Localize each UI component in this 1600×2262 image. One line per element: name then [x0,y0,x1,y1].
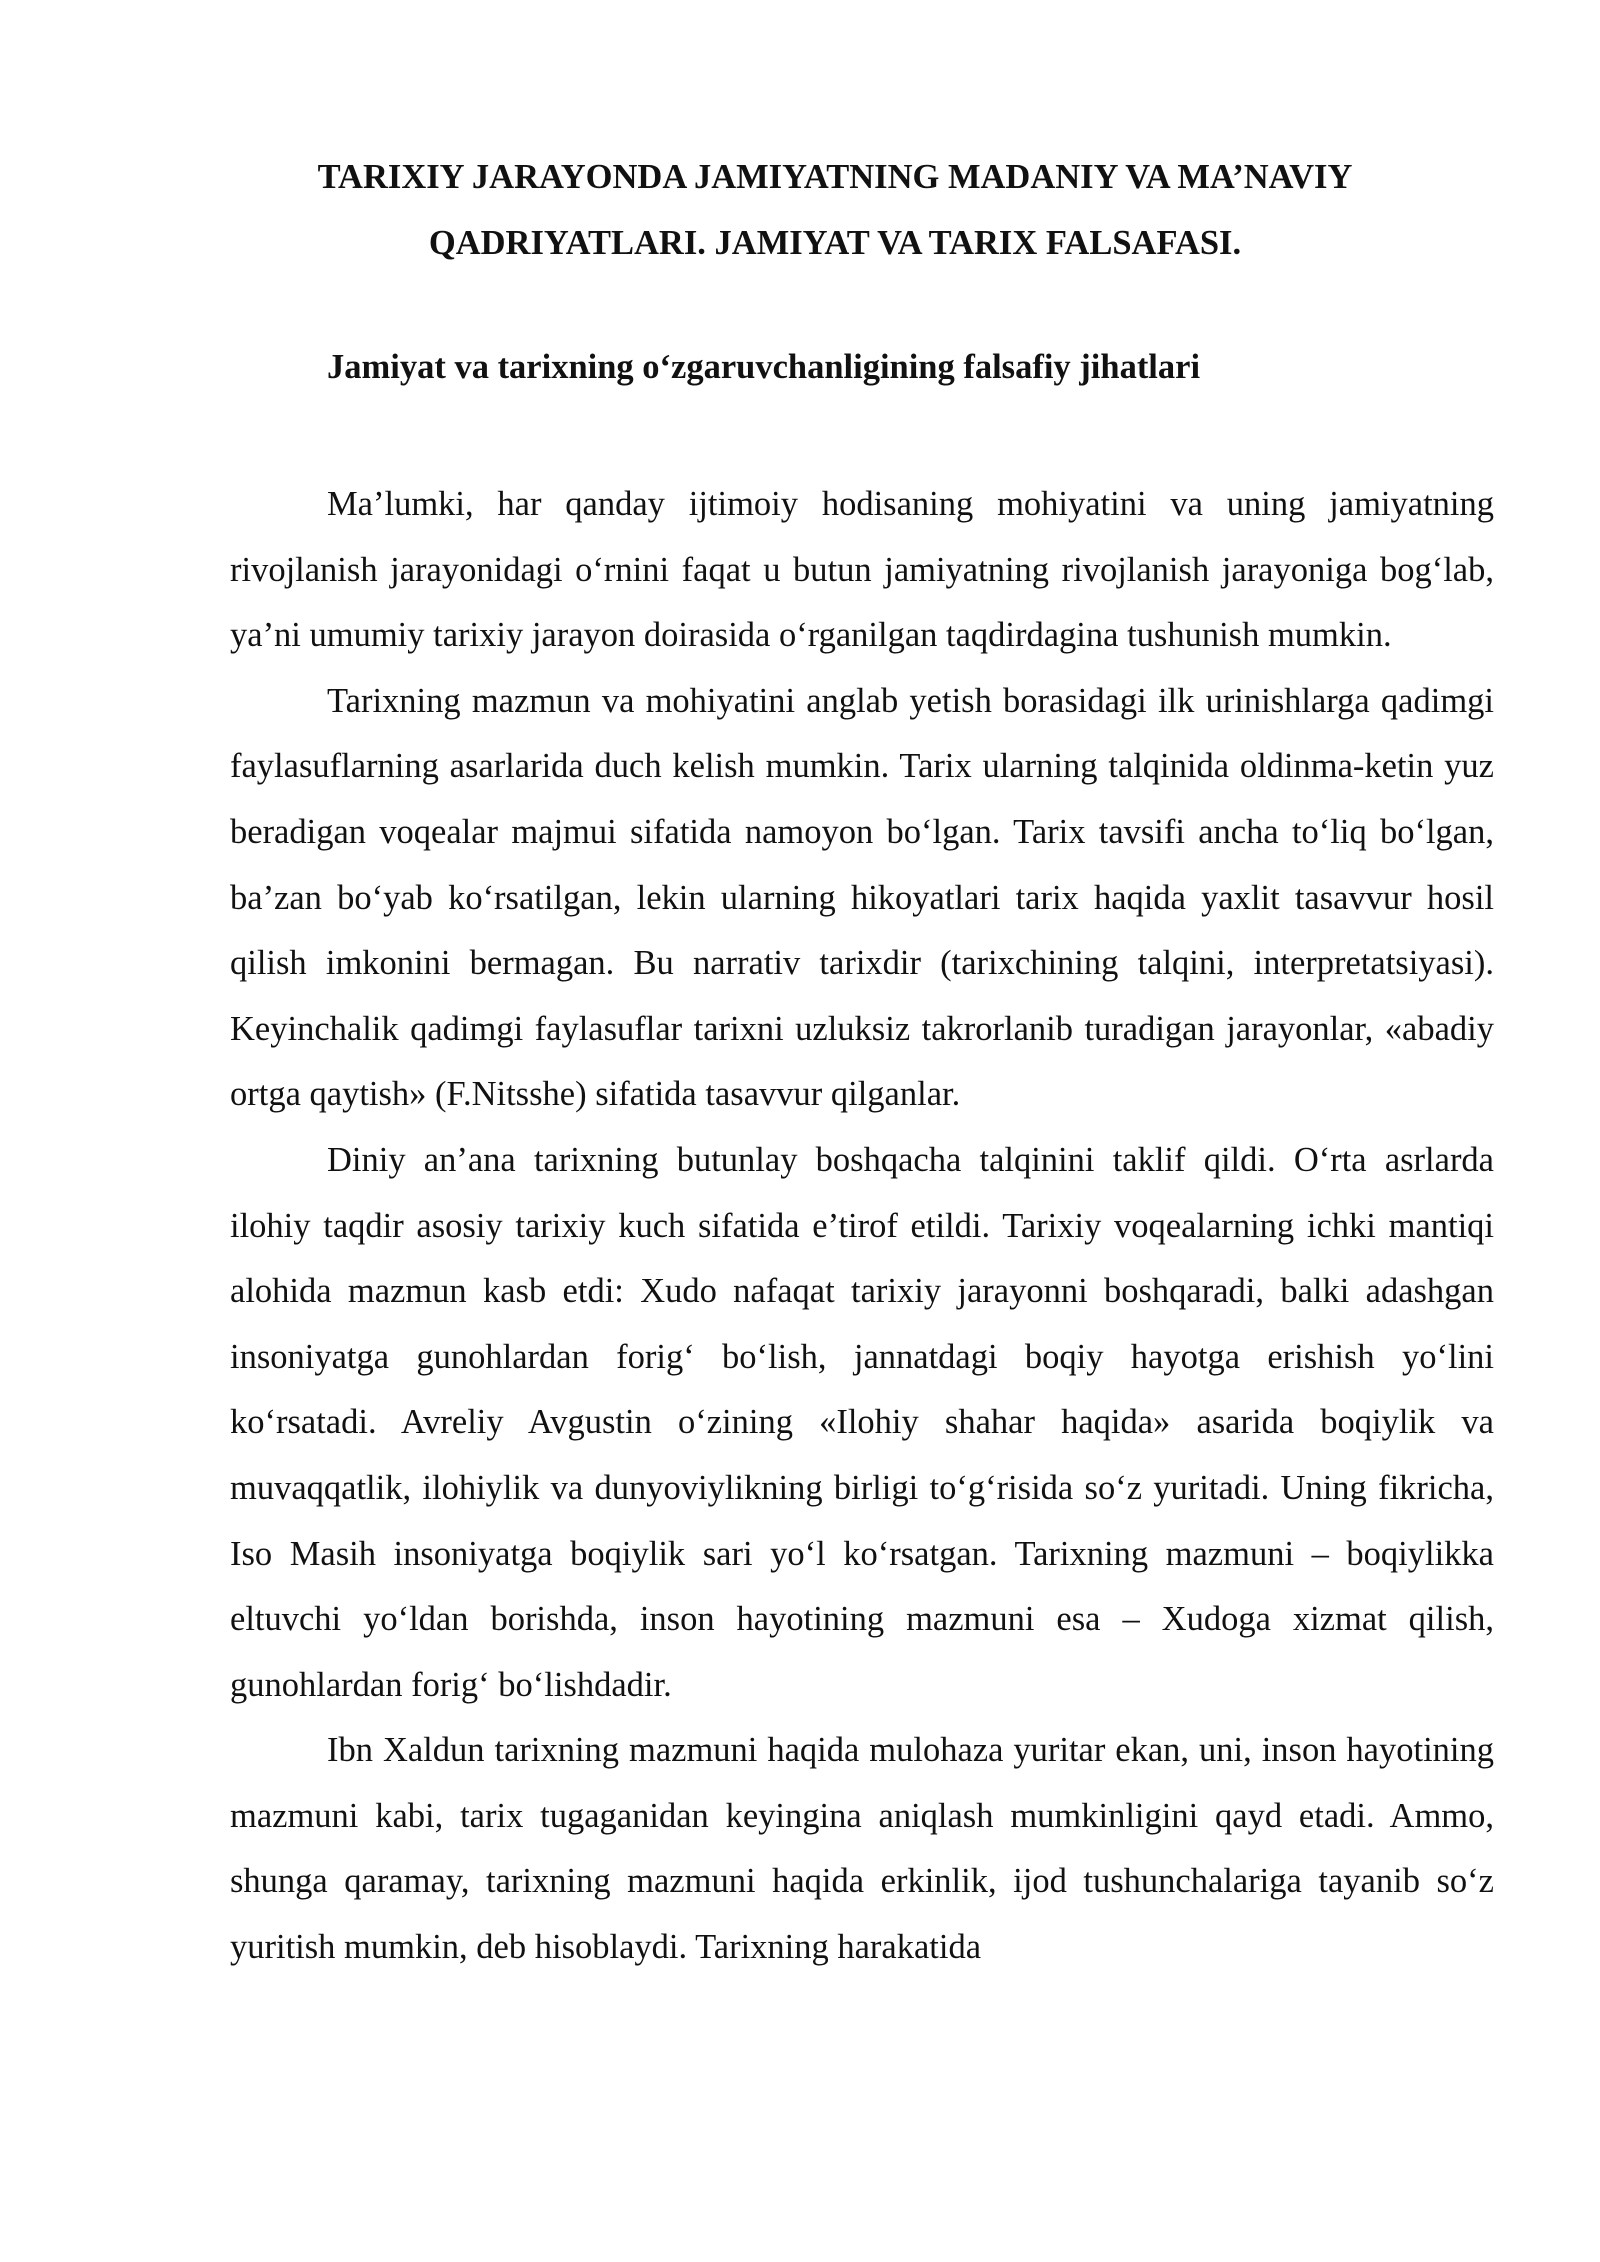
paragraph-1: Ma’lumki, har qanday ijtimoiy hodisaning mohiyatini va uning jamiyatning rivojlanish jarayonidagi o‘rnini faqat u butun jamiyatning rivojlanish jarayoniga bog‘lab, ya’ni umumiy tarixiy jarayon doirasida o‘rganilgan taqdirdagina tushunish mumkin. [230,485,1494,655]
paragraph-3: Diniy an’ana tarixning butunlay boshqacha talqinini taklif qildi. O‘rta asrlarda ilohiy taqdir asosiy tarixiy kuch sifatida e’tirof etildi. Tarixiy voqealarning ichki mantiqi alohida mazmun kasb etdi: Xudo nafaqat tarixiy jarayonni boshqaradi, balki adashgan insoniyatga gunohlardan forig‘ bo‘lish, jannatdagi boqiy hayotga erishish yo‘lini ko‘rsatadi. Avreliy Avgustin o‘zining «Ilohiy shahar haqida» asarida boqiylik va muvaqqatlik, ilohiylik va dunyoviylikning birligi to‘g‘risida so‘z yuritadi. Uning fikricha, Iso Masih insoniyatga boqiylik sari yo‘l ko‘rsatgan. Tarixning mazmuni – boqiylikka eltuvchi yo‘ldan borishda, inson hayotining mazmuni esa – Xudoga xizmat qilish, gunohlardan forig‘ bo‘lishdadir. [230,1140,1494,1704]
paragraph-4: Ibn Xaldun tarixning mazmuni haqida mulohaza yuritar ekan, uni, inson hayotining mazmuni kabi, tarix tugaganidan keyingina aniqlash mumkinligini qayd etadi. Ammo, shunga qaramay, tarixning mazmuni haqida erkinlik, ijod tushunchalariga tayanib so‘z yuritish mumkin, deb hisoblaydi. Tarixning harakatida [230,1731,1494,1967]
document-body [230,472,1494,1981]
document-title: TARIXIY JARAYONDA JAMIYATNING MADANIY VA MA’NAVIY QADRIYATLARI. JAMIYAT VA TARIX FALSAFASI. [317,158,1353,262]
section-subtitle: Jamiyat va tarixning o‘zgaruvchanligining falsafiy jihatlari [327,348,1201,386]
paragraph-2: Tarixning mazmun va mohiyatini anglab yetish borasidagi ilk urinishlarga qadimgi faylasuflarning asarlarida duch kelish mumkin. Tarix ularning talqinida oldinma-ketin yuz beradigan voqealar majmui sifatida namoyon bo‘lgan. Tarix tavsifi ancha to‘liq bo‘lgan, ba’zan bo‘yab ko‘rsatilgan, lekin ularning hikoyatlari tarix haqida yaxlit tasavvur hosil qilish imkonini bermagan. Bu narrativ tarixdir (tarixchining talqini, interpretatsiyasi). Keyinchalik qadimgi faylasuflar tarixni uzluksiz takrorlanib turadigan jarayonlar, «abadiy ortga qaytish» (F.Nitsshe) sifatida tasavvur qilganlar. [230,681,1494,1114]
